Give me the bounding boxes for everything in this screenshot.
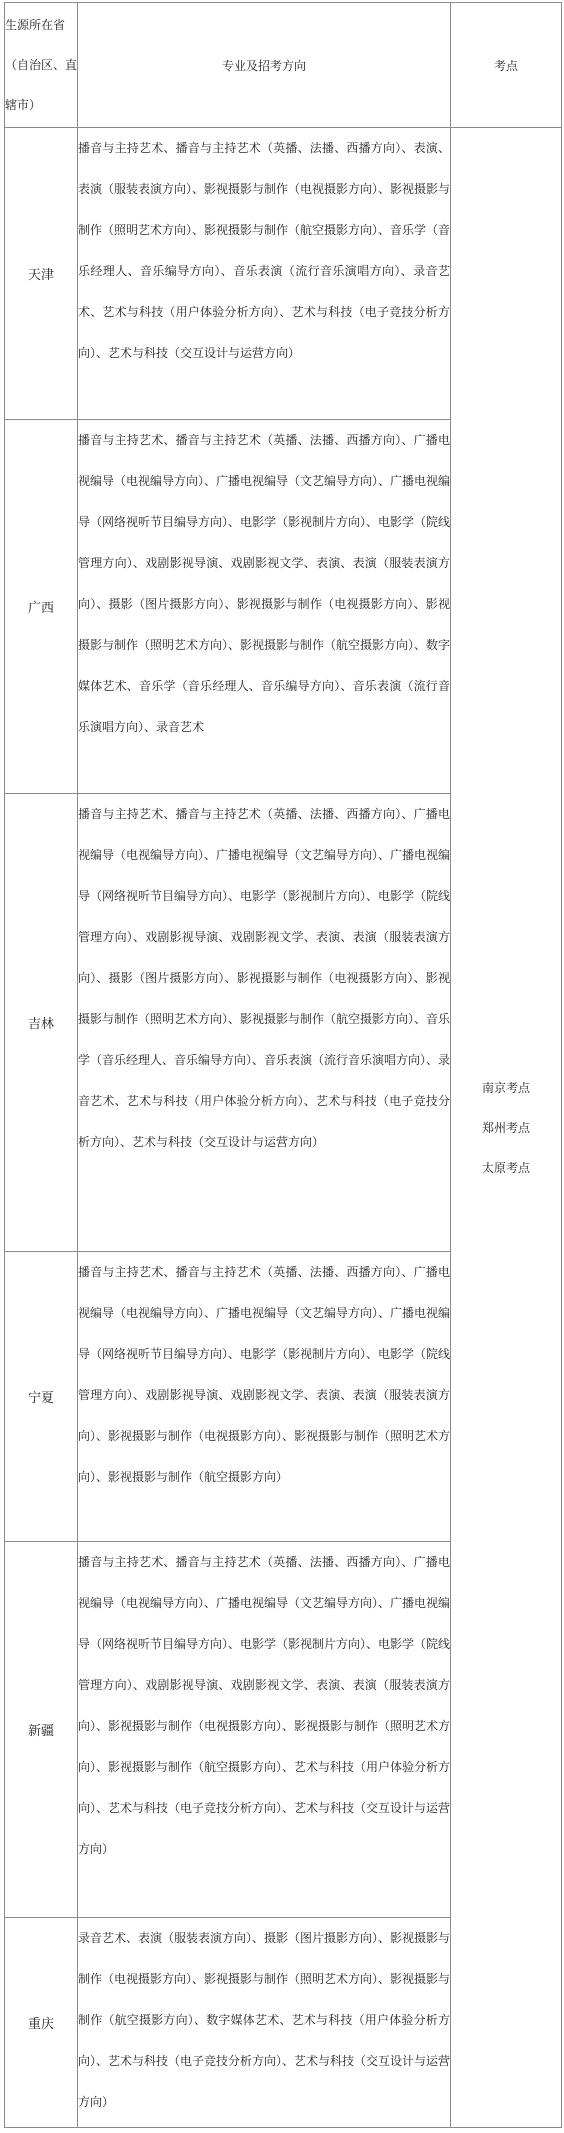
header-province: 生源所在省（自治区、直辖市） <box>5 3 78 128</box>
majors-cell: 录音艺术、表演（服装表演方向）、摄影（图片摄影方向）、影视摄影与制作（电视摄影方向）、影视摄影与制作（照明艺术方向）、影视摄影与制作（航空摄影方向）、数字媒体艺术、艺术与科技（用户体验分析方向）、艺术与科技（电子竞技分析方向）、艺术与科技（交互设计与运营方向） <box>78 1918 451 2128</box>
majors-cell: 播音与主持艺术、播音与主持艺术（英播、法播、西播方向）、广播电视编导（电视编导方向）、广播电视编导（文艺编导方向）、广播电视编导（网络视听节目编导方向）、电影学（影视制片方向）、电影学（院线管理方向）、戏剧影视导演、戏剧影视文学、表演、表演（服装表演方向）、摄影（图片摄影方向）、影视摄影与制作（电视摄影方向）、影视摄影与制作（照明艺术方向）、影视摄影与制作（航空摄影方向）、音乐学（音乐经理人、音乐编导方向）、音乐表演（流行音乐演唱方向）、录音艺术、艺术与科技（用户体验分析方向）、艺术与科技（电子竞技分析方向）、艺术与科技（交互设计与运营方向） <box>78 794 451 1252</box>
province-cell: 吉林 <box>5 794 78 1252</box>
venue-cell <box>451 128 562 2128</box>
province-cell: 广西 <box>5 420 78 794</box>
header-majors: 专业及招考方向 <box>78 3 451 128</box>
venue-taiyuan: 太原考点 <box>481 1160 530 1175</box>
venue-nanjing: 南京考点 <box>481 1080 530 1095</box>
majors-cell: 播音与主持艺术、播音与主持艺术（英播、法播、西播方向）、广播电视编导（电视编导方向）、广播电视编导（文艺编导方向）、广播电视编导（网络视听节目编导方向）、电影学（影视制片方向）、电影学（院线管理方向）、戏剧影视导演、戏剧影视文学、表演、表演（服装表演方向）、摄影（图片摄影方向）、影视摄影与制作（电视摄影方向）、影视摄影与制作（照明艺术方向）、影视摄影与制作（航空摄影方向）、数字媒体艺术、音乐学（音乐经理人、音乐编导方向）、音乐表演（流行音乐演唱方向）、录音艺术 <box>78 420 451 794</box>
province-cell: 重庆 <box>5 1918 78 2128</box>
header-row <box>5 3 562 128</box>
venue-zhengzhou: 郑州考点 <box>481 1120 530 1135</box>
majors-cell: 播音与主持艺术、播音与主持艺术（英播、法播、西播方向）、广播电视编导（电视编导方向）、广播电视编导（文艺编导方向）、广播电视编导（网络视听节目编导方向）、电影学（影视制片方向）、电影学（院线管理方向）、戏剧影视导演、戏剧影视文学、表演、表演（服装表演方向）、影视摄影与制作（电视摄影方向）、影视摄影与制作（照明艺术方向）、影视摄影与制作（航空摄影方向） <box>78 1252 451 1542</box>
table-row <box>5 128 562 420</box>
province-cell: 宁夏 <box>5 1252 78 1542</box>
majors-cell: 播音与主持艺术、播音与主持艺术（英播、法播、西播方向）、广播电视编导（电视编导方向）、广播电视编导（文艺编导方向）、广播电视编导（网络视听节目编导方向）、电影学（影视制片方向）、电影学（院线管理方向）、戏剧影视导演、戏剧影视文学、表演、表演（服装表演方向）、影视摄影与制作（电视摄影方向）、影视摄影与制作（照明艺术方向）、影视摄影与制作（航空摄影方向）、艺术与科技（用户体验分析方向）、艺术与科技（电子竞技分析方向）、艺术与科技（交互设计与运营方向） <box>78 1542 451 1918</box>
province-cell: 新疆 <box>5 1542 78 1918</box>
province-cell: 天津 <box>5 128 78 420</box>
admissions-table <box>4 2 562 2128</box>
majors-cell: 播音与主持艺术、播音与主持艺术（英播、法播、西播方向）、表演、表演（服装表演方向）、影视摄影与制作（电视摄影方向）、影视摄影与制作（照明艺术方向）、影视摄影与制作（航空摄影方向）、音乐学（音乐经理人、音乐编导方向）、音乐表演（流行音乐演唱方向）、录音艺术、艺术与科技（用户体验分析方向）、艺术与科技（电子竞技分析方向）、艺术与科技（交互设计与运营方向） <box>78 128 451 420</box>
header-venue: 考点 <box>451 3 562 128</box>
